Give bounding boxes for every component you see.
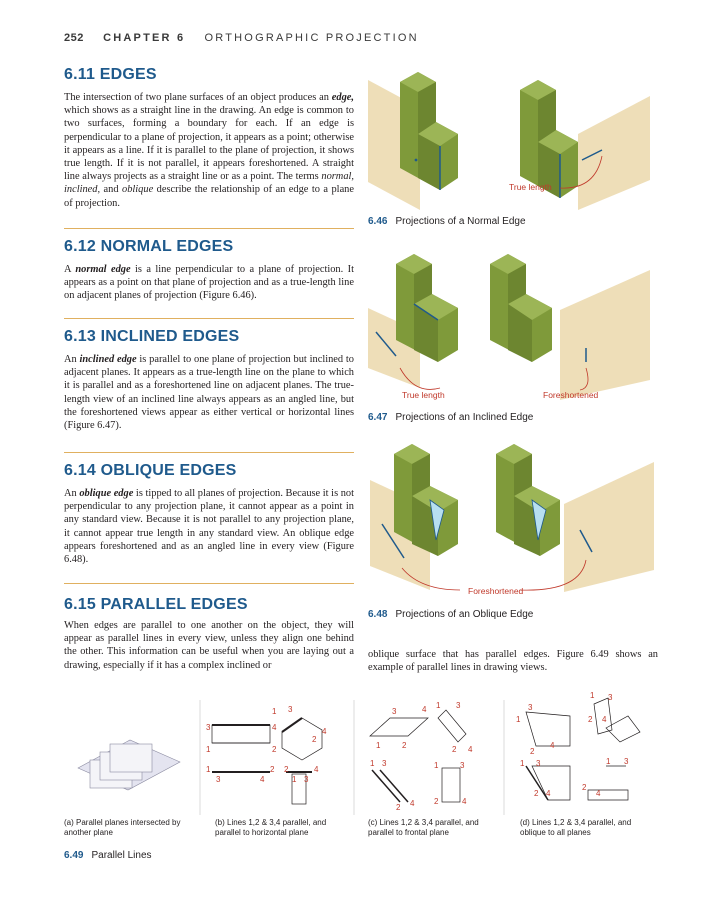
svg-text:1: 1 (376, 741, 381, 750)
svg-text:4: 4 (468, 745, 473, 754)
svg-text:4: 4 (550, 741, 555, 750)
svg-text:3: 3 (288, 705, 293, 714)
svg-text:4: 4 (422, 705, 427, 714)
svg-text:4: 4 (546, 789, 551, 798)
figure-title: Projections of an Oblique Edge (395, 609, 534, 620)
svg-text:1: 1 (434, 761, 439, 770)
figure-6-47-right (490, 254, 650, 400)
svg-text:2: 2 (312, 735, 317, 744)
figure-6-47-illustration (360, 250, 660, 400)
svg-text:1: 1 (206, 765, 211, 774)
svg-text:3: 3 (206, 723, 211, 732)
paragraph-6-11: The intersection of two plane surfaces of an object produces an edge, which shows as a straight line in the drawing. An edge is common to two surfaces, forming a boundary for each. If an edge is perpendicular to a plane of projection, it appears as a point; otherwise it appears as a line. If it is parallel to the plane of projection, it shows true length. If it is not parallel, it appears foreshortened. A straight line always projects as a straight line or as a point. The terms normal, inclined, and oblique describe the relationship of an edge to a plane of projection. (64, 92, 354, 209)
paragraph-6-15-continued: oblique surface that has parallel edges. Figure 6.49 shows an example of parallel lines in drawing views. (368, 649, 658, 674)
svg-text:3: 3 (216, 775, 221, 784)
svg-text:2: 2 (588, 715, 593, 724)
section-rule (64, 318, 354, 319)
figure-number: 6.49 (64, 850, 84, 861)
heading-6-12: 6.12 NORMAL EDGES (64, 238, 234, 255)
svg-text:1: 1 (206, 745, 211, 754)
label-true-length-646: True length (509, 182, 552, 192)
svg-text:2: 2 (402, 741, 407, 750)
figure-title: Projections of an Inclined Edge (395, 412, 534, 423)
figure-6-49-caption (64, 850, 152, 861)
paragraph-6-15: When edges are parallel to one another on the object, they will appear as parallel lines in every view, unless they align one behind the other. This information can be useful when you are laying out a drawing, especially if it has a complex inclined or (64, 620, 354, 671)
heading-6-14: 6.14 OBLIQUE EDGES (64, 462, 237, 479)
figure-6-49-c-caption: (c) Lines 1,2 & 3,4 parallel, and parallel to frontal plane (368, 818, 479, 837)
svg-text:4: 4 (602, 715, 607, 724)
svg-text:1: 1 (292, 775, 297, 784)
label-true-length-647: True length (402, 390, 445, 400)
svg-text:2: 2 (452, 745, 457, 754)
section-rule (64, 583, 354, 584)
figure-6-48-caption (368, 609, 533, 620)
svg-text:4: 4 (462, 797, 467, 806)
figure-number: 6.46 (368, 216, 388, 227)
figure-number: 6.48 (368, 609, 388, 620)
section-rule (64, 452, 354, 453)
figure-title: Projections of a Normal Edge (395, 216, 526, 227)
figure-6-48-illustration (360, 440, 660, 600)
figure-6-49-b-caption: (b) Lines 1,2 & 3,4 parallel, and parallel to horizontal plane (215, 818, 327, 837)
figure-6-49-a-caption: (a) Parallel planes intersected by another plane (64, 818, 181, 837)
chapter-title: ORTHOGRAPHIC PROJECTION (204, 32, 419, 44)
svg-text:2: 2 (582, 783, 587, 792)
section-rule (64, 228, 354, 229)
svg-text:3: 3 (528, 703, 533, 712)
svg-text:4: 4 (314, 765, 319, 774)
figure-6-49-b (200, 700, 322, 815)
svg-text:2: 2 (396, 803, 401, 812)
svg-text:4: 4 (272, 723, 277, 732)
figure-6-47-caption (368, 412, 533, 423)
label-foreshortened-648: Foreshortened (468, 586, 524, 596)
figure-6-48-right (496, 444, 654, 592)
svg-text:1: 1 (520, 759, 525, 768)
paragraph-6-14: An oblique edge is tipped to all planes of projection. Because it is not perpendicular to any projection plane, it cannot appear as a point in any standard view. Because it is not parallel to any projection plane, it cannot appear true length in any standard view. An oblique edge appears foreshortened and as an angled line in every view (Figure 6.48). (64, 488, 355, 566)
figure-6-46-left (368, 72, 458, 210)
figure-6-47-left (368, 254, 458, 389)
heading-6-15: 6.15 PARALLEL EDGES (64, 596, 248, 613)
svg-text:1: 1 (272, 707, 277, 716)
svg-text:2: 2 (534, 789, 539, 798)
svg-text:1: 1 (590, 691, 595, 700)
svg-text:4: 4 (596, 789, 601, 798)
paragraph-6-13: An inclined edge is parallel to one plane of projection but inclined to adjacent planes. It appears as a true-length line on the plane to which it is parallel and as a foreshortened line on adjacent planes. The true-length view of an inclined line always appears as an angled line, but the foreshortened views appear as either vertical or horizontal lines (Figure 6.47). (64, 354, 354, 432)
svg-text:2: 2 (530, 747, 535, 756)
running-header (64, 32, 419, 44)
figure-6-49-d-caption: (d) Lines 1,2 & 3,4 parallel, and oblique to all planes (520, 818, 632, 837)
figure-title: Parallel Lines (91, 850, 152, 861)
chapter-label: CHAPTER 6 (103, 32, 186, 44)
svg-text:3: 3 (304, 775, 309, 784)
svg-text:4: 4 (410, 799, 415, 808)
figure-6-48-left (370, 444, 460, 590)
figure-6-49-d-labels (516, 691, 629, 798)
svg-text:3: 3 (456, 701, 461, 710)
figure-6-49-d (504, 698, 640, 815)
figure-6-46-caption (368, 216, 526, 227)
heading-6-11: 6.11 EDGES (64, 66, 157, 83)
figure-number: 6.47 (368, 412, 388, 423)
svg-text:3: 3 (392, 707, 397, 716)
svg-text:4: 4 (260, 775, 265, 784)
svg-text:1: 1 (370, 759, 375, 768)
label-foreshortened-647: Foreshortened (543, 390, 599, 400)
svg-text:4: 4 (322, 727, 327, 736)
svg-text:1: 1 (516, 715, 521, 724)
svg-text:3: 3 (624, 757, 629, 766)
svg-text:2: 2 (434, 797, 439, 806)
svg-text:2: 2 (270, 765, 275, 774)
figure-6-49-c (354, 700, 466, 815)
figure-6-49-illustration (60, 690, 660, 815)
svg-text:1: 1 (606, 757, 611, 766)
page-number: 252 (64, 32, 84, 44)
paragraph-6-12: A normal edge is a line perpendicular to a plane of projection. It appears as a point on that plane of projection and as a true-length line on adjacent planes of projection (Figure 6.46). (64, 264, 355, 302)
heading-6-13: 6.13 INCLINED EDGES (64, 328, 240, 345)
svg-text:2: 2 (272, 745, 277, 754)
figure-6-49-a (78, 740, 180, 790)
svg-text:3: 3 (536, 759, 541, 768)
svg-text:3: 3 (382, 759, 387, 768)
svg-text:3: 3 (608, 693, 613, 702)
svg-text:3: 3 (460, 761, 465, 770)
svg-text:1: 1 (436, 701, 441, 710)
svg-text:2: 2 (284, 765, 289, 774)
